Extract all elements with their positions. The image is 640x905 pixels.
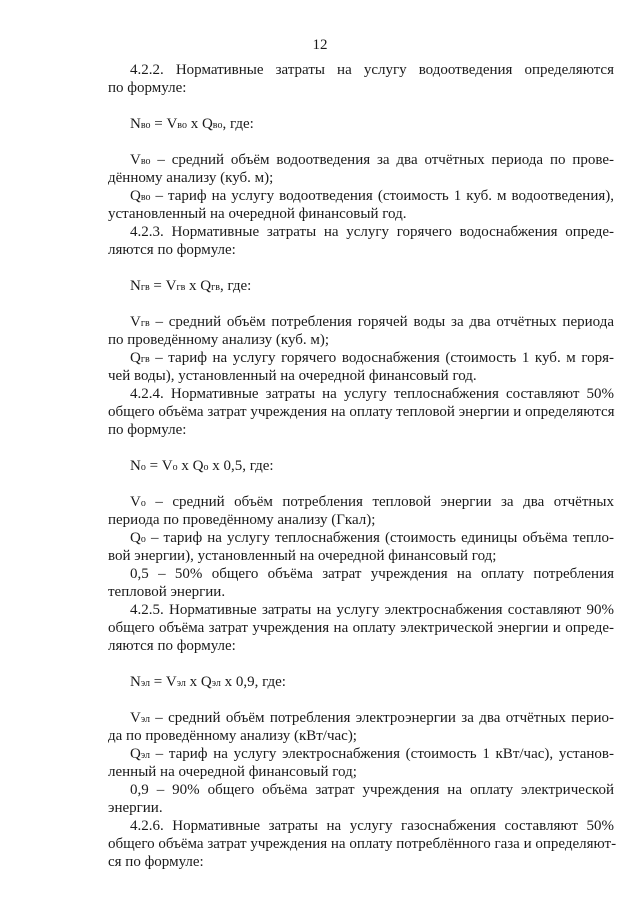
definition-line: Vо – средний объём потребления тепловой энергии за два отчётных (130, 494, 614, 510)
paragraph-4-2-2-line: 4.2.2. Нормативные затраты на услугу водоотведения определяются (130, 62, 614, 78)
paragraph-line: да по проведённому анализу (кВт/час); (108, 728, 357, 744)
definition-line: 0,9 – 90% общего объёма затрат учреждения на оплату электрической (130, 782, 614, 798)
paragraph-4-2-5-line: 4.2.5. Нормативные затраты на услугу электроснабжения составляют 90% (130, 602, 614, 618)
paragraph-line: по формуле: (108, 422, 187, 438)
definition-line: Vгв – средний объём потребления горячей воды за два отчётных периода (130, 314, 614, 330)
paragraph-line: общего объёма затрат учреждения на оплату электрической энергии и опреде- (108, 620, 614, 636)
paragraph-line: установленный на очередной финансовый год. (108, 206, 407, 222)
paragraph-line: ся по формуле: (108, 854, 204, 870)
paragraph-line: по формуле: (108, 80, 187, 96)
paragraph-line: дённому анализу (куб. м); (108, 170, 274, 186)
formula-teplo: Nо = Vо х Qо х 0,5, где: (130, 458, 274, 474)
definition-line: Qгв – тариф на услугу горячего водоснабжения (стоимость 1 куб. м горя- (130, 350, 614, 366)
paragraph-line: чей воды), установленный на очередной финансовый год. (108, 368, 477, 384)
paragraph-line: тепловой энергии. (108, 584, 226, 600)
paragraph-line: ляются по формуле: (108, 242, 236, 258)
formula-vo: Nво = Vво х Qво, где: (130, 116, 254, 132)
paragraph-line: ленный на очередной финансовый год; (108, 764, 357, 780)
paragraph-line: по проведённому анализу (куб. м); (108, 332, 330, 348)
paragraph-line: вой энергии), установленный на очередной финансовый год; (108, 548, 497, 564)
paragraph-line: периода по проведённому анализу (Гкал); (108, 512, 376, 528)
paragraph-line: общего объёма затрат учреждения на оплату тепловой энергии и определяются (108, 404, 615, 420)
paragraph-4-2-4-line: 4.2.4. Нормативные затраты на услугу теплоснабжения составляют 50% (130, 386, 614, 402)
paragraph-line: энергии. (108, 800, 163, 816)
definition-line: Qво – тариф на услугу водоотведения (стоимость 1 куб. м водоотведения), (130, 188, 614, 204)
paragraph-4-2-6-line: 4.2.6. Нормативные затраты на услугу газоснабжения составляют 50% (130, 818, 614, 834)
formula-el: Nэл = Vэл х Qэл х 0,9, где: (130, 674, 286, 690)
definition-line: Vво – средний объём водоотведения за два отчётных периода по прове- (130, 152, 614, 168)
definition-line: Qэл – тариф на услугу электроснабжения (стоимость 1 кВт/час), установ- (130, 746, 614, 762)
paragraph-line: ляются по формуле: (108, 638, 236, 654)
definition-line: Qо – тариф на услугу теплоснабжения (стоимость единицы объёма тепло- (130, 530, 614, 546)
paragraph-line: общего объёма затрат учреждения на оплату потреблённого газа и определяют- (108, 836, 617, 852)
paragraph-4-2-3-line: 4.2.3. Нормативные затраты на услугу горячего водоснабжения опреде- (130, 224, 614, 240)
formula-gv: Nгв = Vгв х Qгв, где: (130, 278, 252, 294)
definition-line: 0,5 – 50% общего объёма затрат учреждения на оплату потребления (130, 566, 614, 582)
page-number: 12 (312, 37, 328, 53)
definition-line: Vэл – средний объём потребления электроэнергии за два отчётных перио- (130, 710, 614, 726)
